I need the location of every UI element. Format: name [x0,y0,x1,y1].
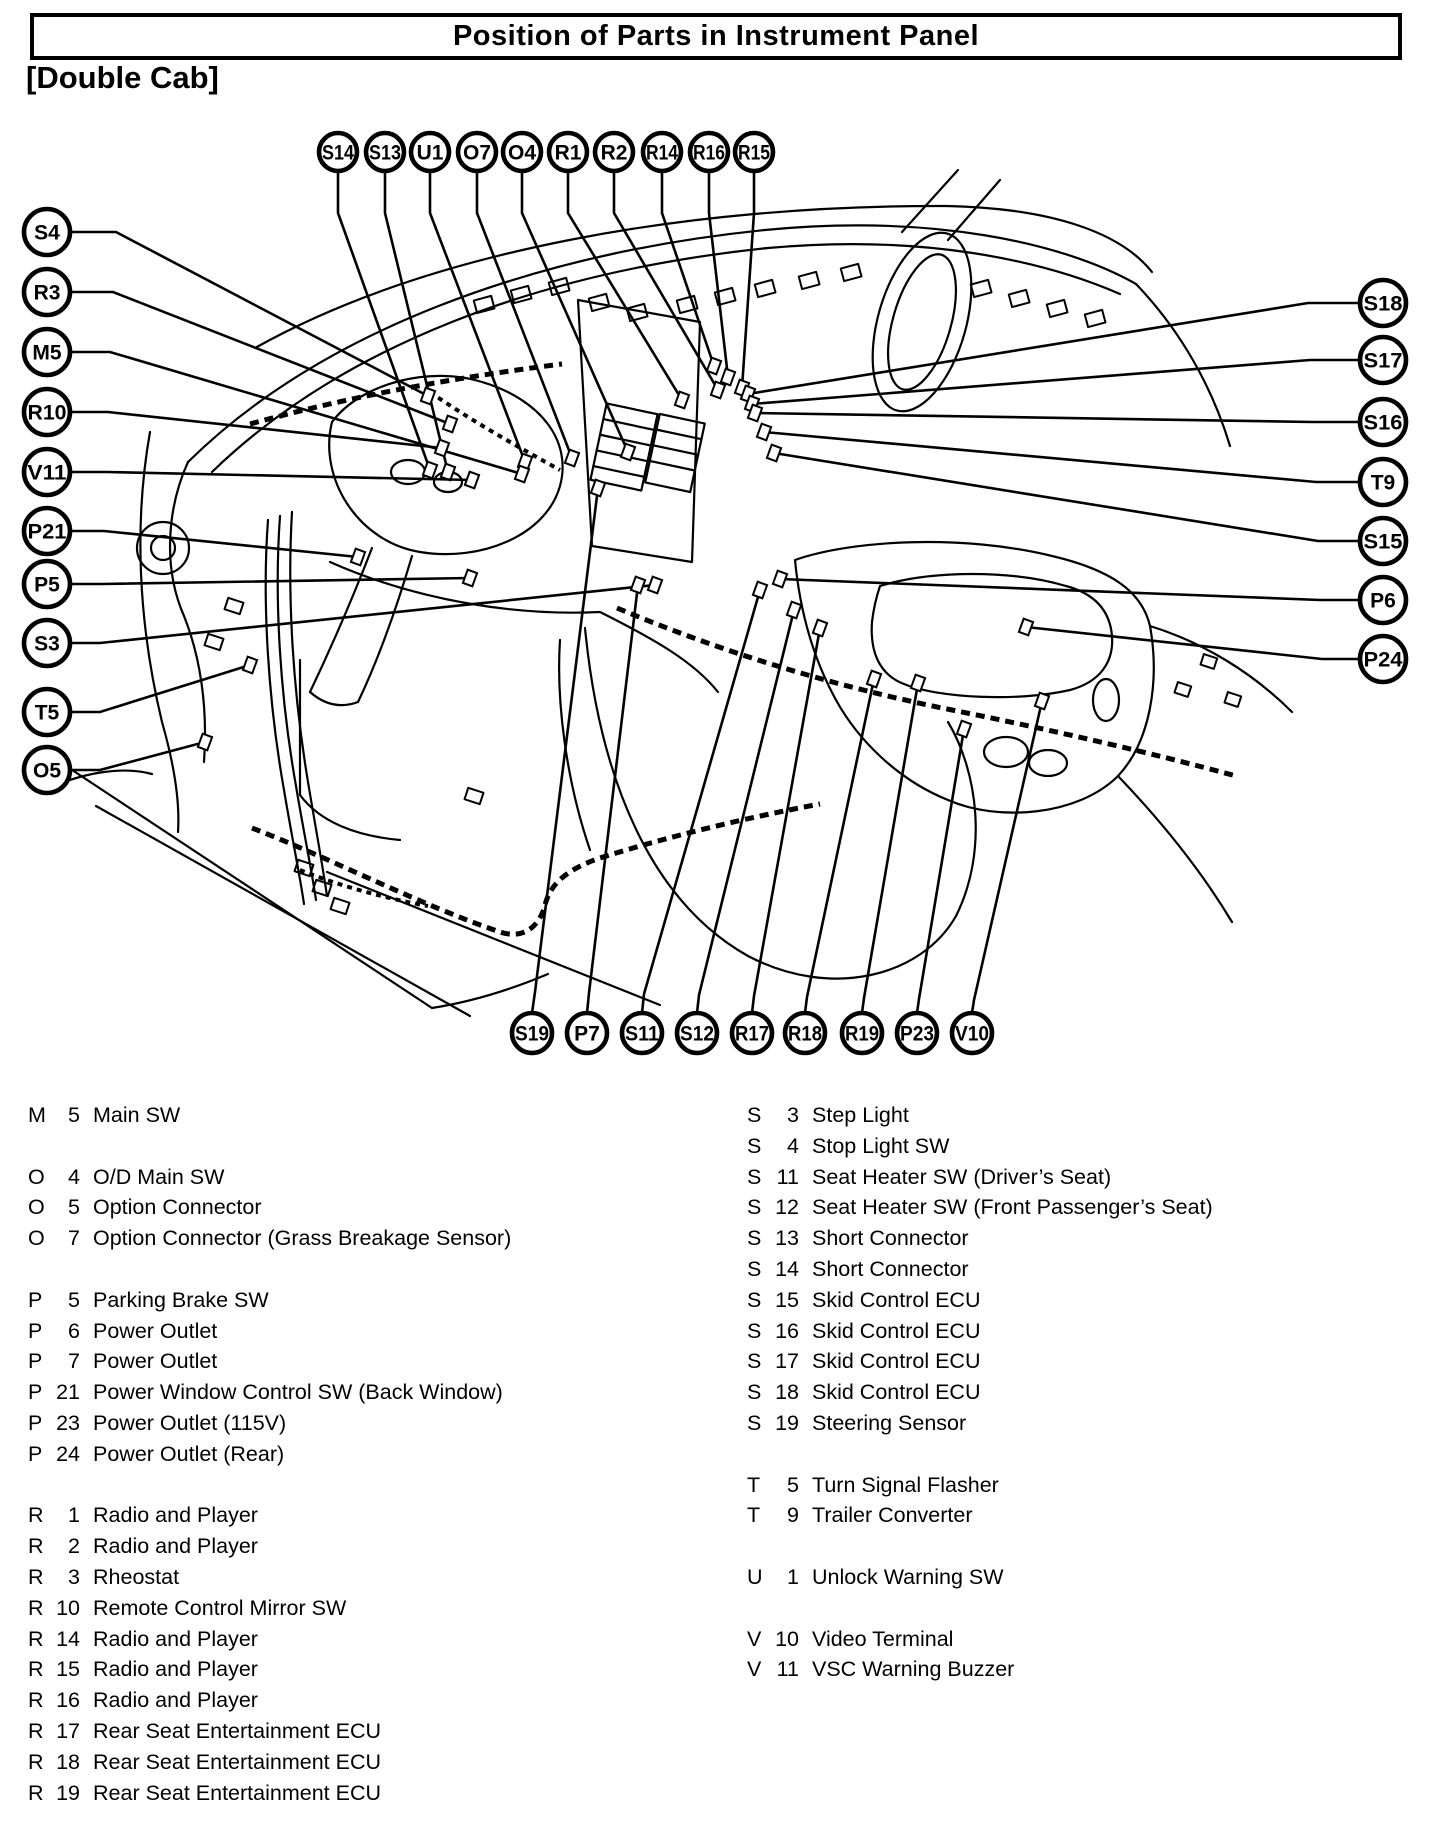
part-description: Rear Seat Entertainment ECU [93,1718,381,1743]
callout-P23 [897,721,971,1053]
leader-line-T5 [70,665,250,712]
callout-label-T9: T9 [1370,471,1396,495]
part-description: Skid Control ECU [812,1287,981,1312]
part-description: Option Connector [93,1195,262,1220]
connector-marker-O5 [198,734,212,751]
page-title: Position of Parts in Instrument Panel [452,20,980,52]
callout-label-V10: V10 [955,1022,989,1046]
part-code: R 16 [28,1688,80,1713]
leader-line-R16 [709,171,728,377]
connector-marker-P21 [351,549,365,566]
callout-O5 [24,734,212,793]
leader-line-O7 [477,171,572,458]
legend-row-S15 [747,1285,1437,1316]
legend-row-S16 [747,1316,1437,1347]
legend-row-R3 [28,1562,718,1593]
connector-marker-S4 [421,388,435,405]
part-description: Radio and Player [93,1534,258,1559]
part-code: P 23 [28,1410,80,1435]
part-description: O/D Main SW [93,1164,225,1189]
callout-label-R15: R15 [738,141,771,165]
callout-label-R19: R19 [845,1022,879,1046]
part-code: S 13 [747,1226,799,1251]
callout-V11 [24,449,479,495]
part-description: Trailer Converter [812,1503,973,1528]
part-description: Radio and Player [93,1688,258,1713]
part-code: R 15 [28,1657,80,1682]
part-code: S 16 [747,1318,799,1343]
leader-line-R2 [614,171,718,390]
callout-label-U1: U1 [416,141,444,165]
connector-marker-R2 [711,382,725,399]
connector-marker-S14 [423,462,437,479]
leader-line-P23 [917,729,964,1013]
callout-P24 [1019,619,1406,682]
legend-row-O4 [28,1162,718,1193]
callout-label-S12: S12 [680,1022,714,1046]
legend-row-T9 [747,1500,1437,1531]
legend-row-S3 [747,1100,1437,1131]
part-description: Seat Heater SW (Front Passenger’s Seat) [812,1195,1213,1220]
leader-line-P6 [780,579,1360,600]
part-code: S 14 [747,1256,799,1281]
part-code: T 5 [747,1472,799,1497]
part-description: Power Outlet (115V) [93,1410,287,1435]
leader-line-S15 [774,453,1360,541]
part-code: S 17 [747,1349,799,1374]
callout-label-R2: R2 [600,141,628,165]
part-description: Option Connector (Grass Breakage Sensor) [93,1226,512,1251]
connector-marker-R16 [721,369,735,386]
part-code: M 5 [28,1103,80,1127]
callout-V10 [952,693,1049,1053]
legend-row-S4 [747,1131,1437,1162]
callout-R18 [785,671,881,1053]
connector-marker-R3 [443,416,457,433]
legend-row-S17 [747,1346,1437,1377]
part-code: R 14 [28,1626,80,1651]
legend-row-T5 [747,1470,1437,1501]
legend-row-R10 [28,1593,718,1624]
part-code: O 7 [28,1226,80,1251]
part-description: Power Outlet (Rear) [93,1441,285,1466]
callout-label-S15: S15 [1363,530,1403,554]
callout-S17 [745,337,1406,412]
part-code: R 2 [28,1534,80,1559]
leader-line-O4 [522,171,628,452]
leader-line-P7 [587,585,638,1013]
connector-marker-P24 [1019,619,1033,636]
connector-marker-S13 [441,464,455,481]
legend-row-P24 [28,1439,718,1470]
callout-label-V11: V11 [27,461,67,485]
callout-label-R10: R10 [27,401,67,425]
leader-line-S14 [338,171,430,470]
part-description: Skid Control ECU [812,1318,981,1343]
callout-label-T5: T5 [34,701,60,725]
callout-R16 [690,133,735,385]
leader-line-P5 [70,578,470,584]
leader-line-R18 [805,679,874,1013]
leader-line-V11 [70,472,472,480]
legend-row-V10 [747,1624,1437,1655]
callout-label-R1: R1 [554,141,582,165]
callout-S16 [748,399,1406,445]
connector-marker-P23 [957,721,971,738]
legend-row-S11 [747,1162,1437,1193]
connector-marker-O7 [565,450,579,467]
cab-variant-heading: [Double Cab] [26,60,219,95]
leader-line-R10 [70,412,442,448]
leader-line-S3 [70,585,655,643]
callout-label-S4: S4 [34,221,60,245]
connector-marker-R18 [867,671,881,688]
part-description: Main SW [93,1103,181,1127]
callout-label-S14: S14 [322,141,355,165]
legend-row-S19 [747,1408,1437,1439]
part-description: Seat Heater SW (Driver’s Seat) [812,1164,1112,1189]
leader-line-T9 [764,432,1360,482]
part-description: VSC Warning Buzzer [812,1657,1015,1682]
connector-marker-S12 [787,602,801,619]
callout-label-R17: R17 [735,1022,769,1046]
part-code: P 24 [28,1441,80,1466]
callout-R17 [732,620,827,1053]
part-code: R 1 [28,1503,80,1528]
callout-label-S18: S18 [1363,292,1403,316]
part-code: S 12 [747,1195,799,1220]
legend-row-R18 [28,1747,718,1778]
callout-M5 [24,329,529,482]
legend-column-left [28,1100,718,1808]
part-description: Radio and Player [93,1657,258,1682]
legend-row-V11 [747,1654,1437,1685]
part-description: Unlock Warning SW [812,1564,1004,1589]
part-code: P 21 [28,1380,80,1405]
part-description: Skid Control ECU [812,1349,981,1374]
part-description: Skid Control ECU [812,1380,981,1405]
callout-S14 [319,133,437,478]
part-description: Radio and Player [93,1626,258,1651]
part-code: V 10 [747,1626,799,1651]
connector-marker-R10 [435,440,449,457]
connector-marker-T5 [243,657,257,674]
legend-row-P7 [28,1346,718,1377]
leader-line-S19 [532,488,598,1013]
connector-marker-S11 [753,582,767,599]
part-description: Remote Control Mirror SW [93,1595,347,1620]
leader-line-S13 [385,171,448,472]
callout-P21 [24,508,365,565]
callout-label-S16: S16 [1363,411,1403,435]
callout-label-P24: P24 [1363,648,1403,672]
callout-label-R3: R3 [33,281,61,305]
callout-label-S19: S19 [515,1022,549,1046]
legend-row-R1 [28,1500,718,1531]
legend-row-O7 [28,1223,718,1254]
leader-line-R17 [752,628,820,1013]
part-description: Turn Signal Flasher [812,1472,999,1497]
legend-row-S14 [747,1254,1437,1285]
legend-row-M5 [28,1100,718,1131]
part-code: P 6 [28,1318,80,1343]
callout-label-R14: R14 [646,141,679,165]
part-description: Rear Seat Entertainment ECU [93,1749,381,1774]
legend-row-U1 [747,1562,1437,1593]
part-code: S 19 [747,1410,799,1435]
legend-column-right [747,1100,1437,1685]
callout-label-S13: S13 [369,141,401,165]
part-code: U 1 [747,1564,799,1589]
part-code: S 15 [747,1287,799,1312]
part-description: Stop Light SW [812,1133,950,1158]
part-code: S 18 [747,1380,799,1405]
part-code: R 10 [28,1595,80,1620]
callout-layer [24,133,1406,1053]
callout-T9 [757,424,1406,505]
legend-row-S18 [747,1377,1437,1408]
callout-label-R18: R18 [788,1022,823,1046]
leader-line-P21 [70,531,358,557]
part-code: V 11 [747,1657,799,1682]
part-description: Step Light [812,1103,909,1127]
callout-label-S17: S17 [1363,349,1403,373]
part-code: S 4 [747,1133,799,1158]
callout-S4 [24,209,435,404]
part-code: S 11 [747,1164,799,1189]
part-code: S 3 [747,1103,799,1127]
legend-row-P23 [28,1408,718,1439]
legend-row-P5 [28,1285,718,1316]
part-code: P 7 [28,1349,80,1374]
callout-label-O5: O5 [32,759,62,783]
connector-marker-S15 [767,445,781,462]
legend-row-R16 [28,1685,718,1716]
part-description: Video Terminal [812,1626,954,1651]
instrument-panel-illustration [40,170,1292,1016]
callout-R19 [842,675,925,1053]
callout-R3 [24,269,457,432]
part-description: Short Connector [812,1256,969,1281]
leader-line-R1 [568,171,682,400]
connector-marker-S19 [591,480,605,497]
legend-row-R2 [28,1531,718,1562]
connector-marker-P7 [631,577,645,594]
legend-row-S12 [747,1192,1437,1223]
callout-label-O7: O7 [462,141,492,165]
callout-label-S11: S11 [625,1022,660,1046]
connector-marker-M5 [515,466,529,483]
part-code: O 5 [28,1195,80,1220]
callout-label-R16: R16 [693,141,725,165]
part-description: Radio and Player [93,1503,258,1528]
connector-marker-R14 [707,358,721,375]
leader-line-S16 [755,413,1360,422]
connector-marker-R17 [813,620,827,637]
leader-line-O5 [70,742,205,770]
legend-row-R14 [28,1624,718,1655]
part-description: Rheostat [93,1564,180,1589]
legend-row-S13 [747,1223,1437,1254]
part-description: Short Connector [812,1226,969,1251]
callout-label-P21: P21 [27,520,67,544]
leader-line-S11 [642,590,760,1013]
legend-row-R17 [28,1716,718,1747]
legend-row-R15 [28,1654,718,1685]
part-description: Parking Brake SW [93,1287,269,1312]
connector-marker-S3 [648,577,662,594]
connector-marker-P5 [463,570,477,587]
connector-marker-V11 [465,472,479,489]
leader-line-S17 [752,360,1360,404]
callout-label-P7: P7 [574,1022,600,1046]
callout-S13 [366,133,455,480]
legend-row-P6 [28,1316,718,1347]
part-description: Power Outlet [93,1349,218,1374]
callout-label-P23: P23 [900,1022,934,1046]
legend-row-R19 [28,1778,718,1809]
part-code: R 18 [28,1749,80,1774]
part-code: P 5 [28,1287,80,1312]
part-description: Power Outlet [93,1318,218,1343]
part-description: Steering Sensor [812,1410,967,1435]
part-code: R 3 [28,1564,80,1589]
connector-marker-T9 [757,424,771,441]
callout-label-P5: P5 [34,573,60,597]
callout-T5 [24,657,257,735]
callout-label-S3: S3 [34,632,60,656]
callout-label-O4: O4 [507,141,537,165]
leader-line-R19 [862,683,918,1013]
leader-line-V10 [972,701,1042,1013]
callout-label-P6: P6 [1370,589,1396,613]
leader-line-R15 [742,171,754,388]
callout-label-M5: M5 [32,341,62,365]
part-code: O 4 [28,1164,80,1189]
callout-S18 [741,280,1406,402]
part-code: T 9 [747,1503,799,1528]
legend-row-P21 [28,1377,718,1408]
part-description: Power Window Control SW (Back Window) [93,1380,503,1405]
part-code: R 19 [28,1780,80,1805]
callout-R15 [735,133,773,396]
part-code: R 17 [28,1718,80,1743]
part-description: Rear Seat Entertainment ECU [93,1780,381,1805]
connector-marker-P6 [773,571,787,588]
legend-row-O5 [28,1192,718,1223]
